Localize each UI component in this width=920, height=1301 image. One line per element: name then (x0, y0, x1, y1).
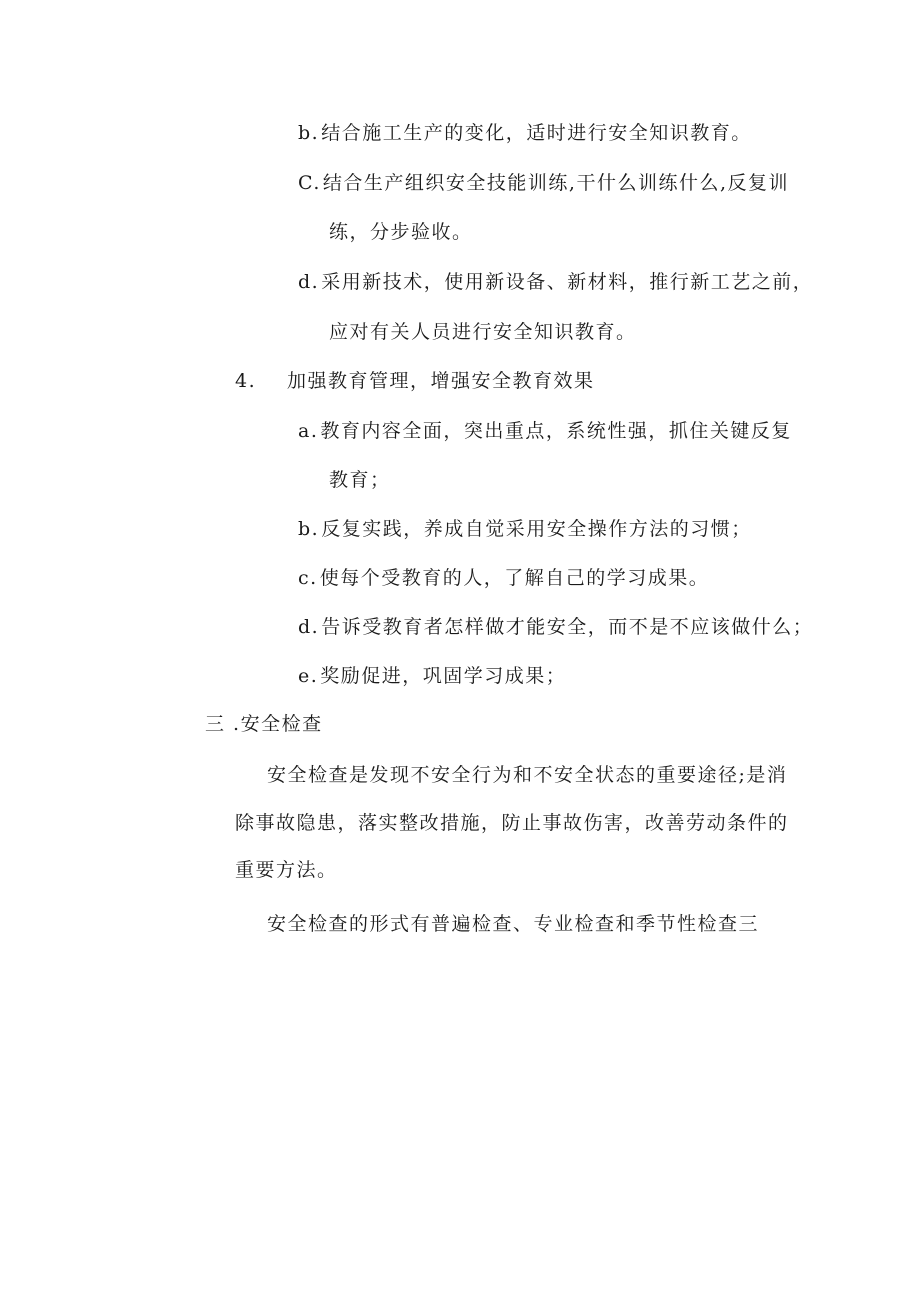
list-item-b (298, 121, 752, 145)
list-item-text: 教育内容全面，突出重点，系统性强，抓住关键反复 (320, 420, 792, 442)
list-marker: d. (298, 616, 320, 638)
list-item-text: 告诉受教育者怎样做才能安全，而不是不应该做什么； (321, 616, 814, 638)
list-item-c (298, 566, 709, 590)
list-item-text: 采用新技术，使用新设备、新材料，推行新工艺之前， (321, 271, 814, 293)
list-item-text: 奖励促进，巩固学习成果； (320, 665, 567, 687)
section-number: 4. (235, 370, 257, 392)
list-item-d-continuation: 应对有关人员进行安全知识教育。 (329, 321, 637, 343)
list-item-text: 结合生产组织安全技能训练,干什么训练什么,反复训 (322, 172, 789, 194)
list-marker: b. (298, 122, 320, 144)
list-marker: e. (298, 665, 319, 687)
list-item-d (298, 270, 813, 294)
list-item-text: 结合施工生产的变化，适时进行安全知识教育。 (321, 122, 752, 144)
list-marker: b. (298, 518, 320, 540)
part-heading: 三 .安全检查 (205, 713, 323, 735)
list-item-a (298, 419, 792, 443)
section-4-heading (235, 369, 595, 393)
paragraph-1-line-1: 安全检查是发现不安全行为和不安全状态的重要途径;是消 (267, 764, 788, 786)
paragraph-1-line-3: 重要方法。 (235, 859, 338, 881)
section-title: 加强教育管理，增强安全教育效果 (287, 370, 595, 392)
list-item-a-continuation: 教育； (329, 469, 391, 491)
list-marker: a. (298, 420, 319, 442)
paragraph-2-line-1: 安全检查的形式有普遍检查、专业检查和季节性检查三 (267, 913, 760, 935)
list-item-d (298, 615, 813, 639)
list-marker: C. (298, 172, 321, 194)
list-item-b (298, 517, 752, 541)
list-item-text: 使每个受教育的人，了解自己的学习成果。 (319, 567, 710, 589)
list-marker: d. (298, 271, 320, 293)
paragraph-1-line-2: 除事故隐患，落实整改措施，防止事故伤害，改善劳动条件的 (235, 812, 789, 834)
list-item-c-continuation: 练，分步验收。 (329, 221, 473, 243)
list-item-e (298, 664, 566, 688)
list-item-c (298, 171, 789, 195)
list-item-text: 反复实践，养成自觉采用安全操作方法的习惯； (321, 518, 752, 540)
list-marker: c. (298, 567, 318, 589)
